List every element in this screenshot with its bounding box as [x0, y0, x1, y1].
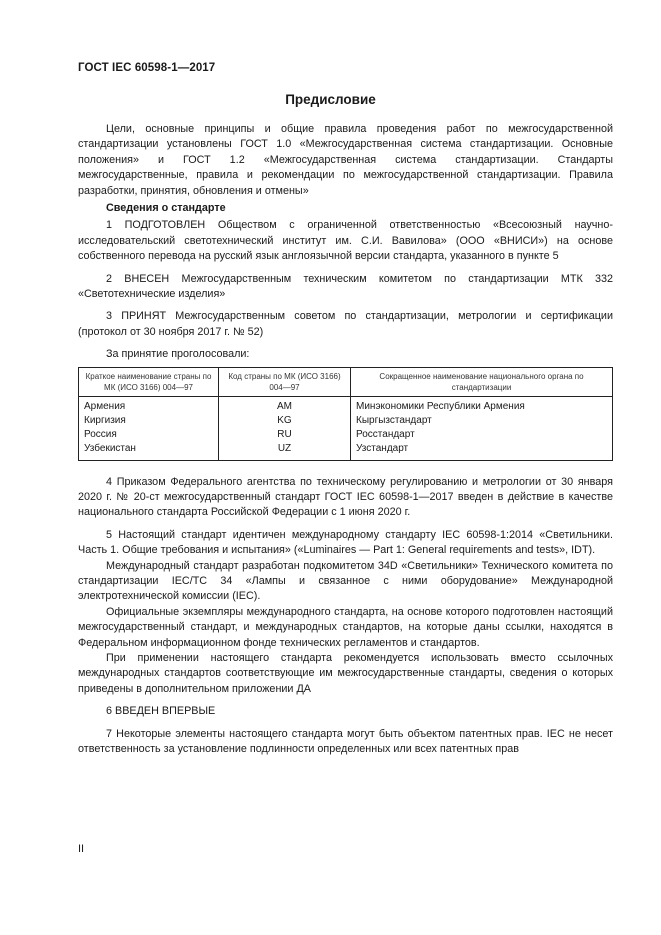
- item-1-paragraph: 1 ПОДГОТОВЛЕН Обществом с ограниченной ответственностью «Всесоюзный научно-исследовательский светотехнический институт им. С.И. Вавилова» (ООО «ВНИСИ») на основе собственного перевода на русский язык англоязычной версии стандарта, указанного в пункте 5: [78, 219, 613, 263]
- item-3-paragraph: 3 ПРИНЯТ Межгосударственным советом по стандартизации, метрологии и сертификации (протокол от 30 ноября 2017 г. № 52): [78, 310, 613, 338]
- table-cell-country: Узбекистан: [79, 442, 219, 460]
- intro-paragraph: Цели, основные принципы и общие правила проведения работ по межгосударственной стандартизации установлены ГОСТ 1.0 «Межгосударственная система стандартизации. Основные положения» и ГОСТ 1.2 «Межгосударственная система стандартизации. Стандарты межгосударственные, правила и рекомендации по межгосударственной стандартизации. Правила разработки, принятия, обновления и отмены»: [78, 123, 613, 197]
- table-row: [79, 428, 613, 442]
- item-4-paragraph: 4 Приказом Федерального агентства по техническому регулированию и метрологии от 30 января 2020 г. № 20-ст межгосударственный стандарт ГОСТ IEC 60598-1—2017 введен в действие в качестве национального стандарта Российской Федерации с 1 июня 2020 г.: [78, 475, 613, 519]
- page-number: II: [78, 843, 85, 855]
- table-header-row: [79, 367, 613, 396]
- table-cell-body: Минэкономики Республики Армения: [351, 396, 613, 414]
- table-row: [79, 442, 613, 460]
- item-5-official-copies-paragraph: Официальные экземпляры международного стандарта, на основе которого подготовлен настоящий межгосударственный стандарт, и международных стандартов, на которые даны ссылки, находятся в Федеральном информационном фонде технических регламентов и стандартов.: [78, 605, 613, 649]
- table-row: [79, 396, 613, 414]
- votes-caption: За принятие проголосовали:: [106, 348, 250, 361]
- item-5-application-paragraph: При применении настоящего стандарта рекомендуется использовать вместо ссылочных международных стандартов соответствующие им межгосударственные стандарты, сведения о которых приведены в дополнительном приложении ДА: [78, 651, 613, 695]
- table-header-body: Сокращенное наименование национального органа по стандартизации: [351, 367, 613, 396]
- table-cell-code: RU: [219, 428, 351, 442]
- document-header: ГОСТ IEC 60598-1—2017: [78, 62, 216, 74]
- table-header-code: Код страны по МК (ИСО 3166) 004—97: [219, 367, 351, 396]
- foreword-body: [78, 122, 613, 757]
- item-2-paragraph: 2 ВНЕСЕН Межгосударственным техническим комитетом по стандартизации МТК 332 «Светотехнические изделия»: [78, 272, 613, 301]
- table-cell-country: Армения: [79, 396, 219, 414]
- page-title: Предисловие: [285, 92, 376, 107]
- table-cell-country: Россия: [79, 428, 219, 442]
- item-7-paragraph: 7 Некоторые элементы настоящего стандарта могут быть объектом патентных прав. IEC не несет ответственность за установление подлинности определенных или всех патентных прав: [78, 727, 613, 755]
- table-cell-body: Росстандарт: [351, 428, 613, 442]
- votes-table: [78, 367, 613, 461]
- item-5-paragraph: 5 Настоящий стандарт идентичен международному стандарту IEC 60598-1:2014 «Светильники. Часть 1. Общие требования и испытания» («Luminaires — Part 1: General requirements and tests», IDT).: [78, 528, 613, 557]
- table-cell-body: Узстандарт: [351, 442, 613, 460]
- item-5-developer-paragraph: Международный стандарт разработан подкомитетом 34D «Светильники» Технического комитета по стандартизации IEC/TC 34 «Лампы и связанное с ними оборудование» Международной электротехнической комиссии (IEC).: [78, 559, 613, 603]
- table-cell-body: Кыргызстандарт: [351, 414, 613, 428]
- table-cell-code: UZ: [219, 442, 351, 460]
- table-row: [79, 414, 613, 428]
- table-cell-code: AM: [219, 396, 351, 414]
- table-cell-country: Киргизия: [79, 414, 219, 428]
- section-heading: Сведения о стандарте: [106, 202, 226, 215]
- item-6-paragraph: 6 ВВЕДЕН ВПЕРВЫЕ: [106, 705, 216, 718]
- table-cell-code: KG: [219, 414, 351, 428]
- table-header-country: Краткое наименование страны по МК (ИСО 3166) 004—97: [79, 367, 219, 396]
